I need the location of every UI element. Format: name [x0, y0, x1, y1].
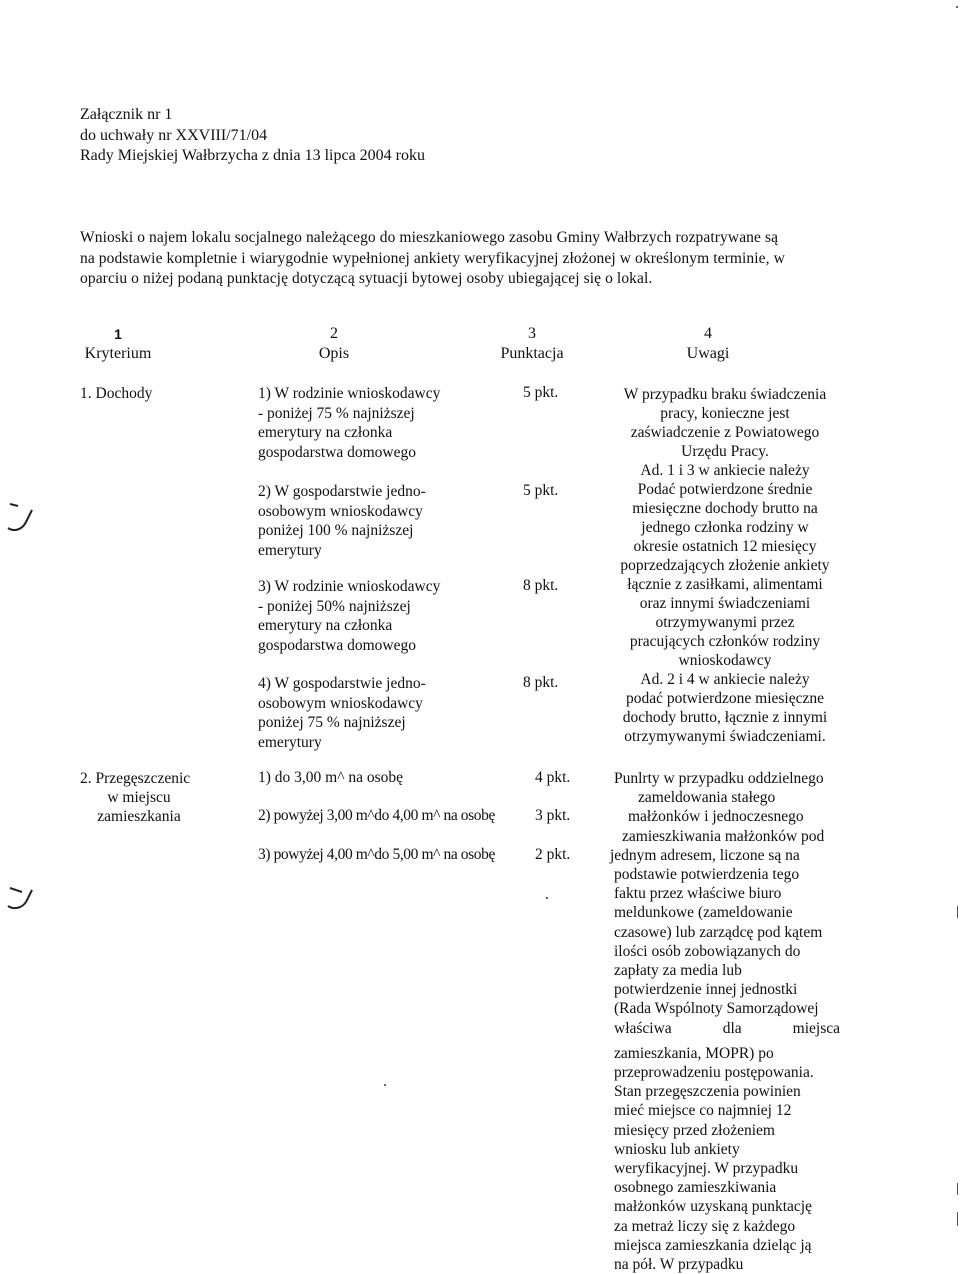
item-line: 2) W gospodarstwie jedno-	[258, 483, 426, 500]
remark-line: Podać potwierdzone średnie	[637, 481, 813, 498]
remark-line: zameldowania stałego	[638, 789, 776, 807]
remark-line: właściwa dla miejsca	[614, 1019, 840, 1037]
column-number: 1	[114, 326, 122, 342]
income-remarks	[590, 385, 860, 746]
remark-line: na pół. W przypadku	[614, 1256, 744, 1274]
scan-mark	[4, 880, 38, 930]
remark-line: dochody brutto, łącznie z innymi	[622, 709, 828, 726]
remark-line: otrzymywanymi świadczeniami.	[624, 728, 826, 745]
remark-line: podstawie potwierdzenia tego	[614, 866, 800, 884]
column-header-remarks	[670, 324, 746, 364]
criterion-income	[80, 384, 152, 403]
income-item-2-points: 5 pkt.	[523, 482, 559, 499]
overcrowding-item-1-points: 4 pkt.	[535, 769, 571, 786]
remark-line: miesięczne dochody brutto na	[632, 500, 818, 517]
item-line: gospodarstwa domowego	[258, 636, 416, 654]
column-header-points	[494, 324, 570, 364]
intro-line: Wnioski o najem lokalu socjalnego należącego do mieszkaniowego zasobu Gminy Wałbrzych rozpatrywane są	[80, 229, 779, 246]
remark-line: miesięcy przed złożeniem	[614, 1121, 775, 1139]
remark-line: osobnego zamieszkiwania	[614, 1179, 777, 1197]
item-line: poniżej 75 % najniższej	[258, 714, 406, 732]
scan-mark	[4, 492, 38, 542]
remark-line: oraz innymi świadczeniami	[639, 595, 811, 612]
income-item-1	[258, 384, 440, 462]
remark-line: meldunkowe (zameldowanie	[614, 904, 793, 922]
item-line: osobowym wnioskodawcy	[258, 694, 423, 712]
item-line: gospodarstwa domowego	[258, 443, 416, 461]
remark-line: potwierdzenie innej jednostki	[614, 981, 798, 999]
column-label: Uwagi	[686, 345, 730, 362]
remark-line: (Rada Wspólnoty Samorządowej	[614, 1000, 819, 1018]
remark-line: zamieszkania, MOPR) po	[614, 1044, 774, 1062]
remark-line: zapłaty za media lub	[614, 962, 742, 980]
remark-line: za metraż liczy się z każdego	[614, 1217, 796, 1235]
income-item-3-points: 8 pkt.	[523, 577, 559, 594]
criterion-label: zamieszkania	[97, 808, 181, 825]
scan-edge-mark	[957, 906, 958, 918]
column-label: Punktacja	[500, 345, 564, 362]
remark-line: Urzędu Pracy.	[681, 443, 769, 460]
remark-line: otrzymywanymi przez	[655, 614, 795, 631]
column-number: 2	[330, 325, 338, 342]
income-item-4-points: 8 pkt.	[523, 674, 559, 691]
overcrowding-item-2: 2) powyżej 3,00 m^do 4,00 m^ na osobę	[258, 807, 495, 824]
intro-line: oparciu o niżej podaną punktację dotyczącą sytuacji bytowej osoby ubiegającej się o lokal.	[80, 270, 653, 287]
intro-line: na podstawie kompletnie i wiarygodnie wypełnionej ankiety weryfikacyjnej złożonej w określonym terminie, w	[80, 249, 785, 267]
item-line: emerytury	[258, 733, 322, 751]
item-line: emerytury na członka	[258, 424, 393, 442]
remark-line: faktu przez właściwe biuro	[614, 885, 782, 903]
overcrowding-item-3-points: 2 pkt.	[535, 846, 571, 863]
column-label: Kryterium	[84, 345, 152, 362]
income-item-1-points: 5 pkt.	[523, 384, 559, 401]
income-item-3	[258, 577, 440, 655]
remark-line: W przypadku braku świadczenia	[623, 386, 827, 403]
remark-line: weryfikacyjnej. W przypadku	[614, 1160, 799, 1178]
remark-line: zaświadczenie z Powiatowego	[630, 424, 820, 441]
remark-line: Ad. 2 i 4 w ankiecie należy	[640, 671, 810, 688]
remark-line: Stan przegęszczenia powinien	[614, 1083, 801, 1101]
criterion-label: 2. Przegęszczenic	[80, 770, 191, 787]
income-item-2	[258, 482, 426, 560]
remark-line: podać potwierdzone miesięczne	[626, 690, 824, 707]
annex-block	[80, 105, 425, 167]
remark-line: łącznie z zasiłkami, alimentami	[627, 576, 823, 593]
remark-line: ilości osób zobowiązanych do	[614, 942, 801, 960]
remark-line: poprzedzających złożenie ankiety	[620, 557, 830, 574]
remark-line: pracujących członków rodziny	[629, 633, 821, 650]
overcrowding-item-2-points: 3 pkt.	[535, 807, 571, 824]
item-line: 1) W rodzinie wnioskodawcy	[258, 385, 441, 402]
remark-line: pracy, konieczne jest	[660, 405, 790, 422]
remark-line: Punlrty w przypadku oddzielnego	[614, 770, 824, 787]
column-label: Opis	[318, 345, 350, 362]
item-line: emerytury	[258, 541, 322, 559]
item-line: - poniżej 50% najniższej	[258, 597, 411, 615]
criterion-overcrowding	[80, 769, 198, 826]
scan-dot	[956, 6, 958, 8]
remark-line: małżonków i jednoczesnego	[628, 808, 804, 826]
remark-line: jednego członka rodziny w	[641, 519, 809, 536]
criterion-label: w miejscu	[107, 789, 171, 806]
intro-paragraph	[80, 228, 785, 290]
remark-line: Ad. 1 i 3 w ankiecie należy	[640, 462, 810, 479]
remark-line: mieć miejsce co najmniej 12	[614, 1102, 792, 1120]
column-number: 4	[704, 325, 712, 342]
annex-title: Załącznik nr 1	[80, 106, 173, 123]
remark-line: małżonków uzyskaną punktację	[614, 1198, 812, 1216]
item-line: 3) W rodzinie wnioskodawcy	[258, 578, 441, 595]
column-header-description	[300, 324, 368, 364]
overcrowding-item-1: 1) do 3,00 m^ na osobę	[258, 769, 404, 786]
annex-council-date: Rady Miejskiej Wałbrzycha z dnia 13 lipca 2004 roku	[80, 147, 425, 164]
item-line: poniżej 100 % najniższej	[258, 522, 414, 540]
criterion-label: 1. Dochody	[80, 385, 153, 402]
overcrowding-remarks	[610, 769, 842, 1274]
item-line: emerytury na członka	[258, 617, 393, 635]
column-number: 3	[528, 325, 536, 342]
column-header-criterion	[78, 324, 158, 364]
remark-line: czasowe) lub zarządcę pod kątem	[614, 923, 823, 941]
scan-edge-mark	[957, 1183, 958, 1195]
income-item-4	[258, 674, 426, 752]
item-line: 4) W gospodarstwie jedno-	[258, 675, 426, 692]
item-line: - poniżej 75 % najniższej	[258, 404, 415, 422]
annex-resolution: do uchwały nr XXVIII/71/04	[80, 126, 268, 144]
remark-line: wniosku lub ankiety	[614, 1140, 740, 1158]
remark-line: jednym adresem, liczone są na	[610, 846, 800, 864]
remark-line: przeprowadzeniu postępowania.	[614, 1064, 814, 1082]
remark-line: miejsca zamieszkania dzieląc ją	[614, 1236, 812, 1254]
overcrowding-item-3: 3) powyżej 4,00 m^do 5,00 m^ na osobę	[258, 846, 495, 863]
remark-line: wnioskodawcy	[678, 652, 772, 669]
remark-line: okresie ostatnich 12 miesięcy	[633, 538, 817, 555]
scan-dot	[384, 1084, 386, 1086]
scan-edge-mark	[957, 1212, 958, 1226]
scan-dot	[546, 897, 548, 899]
remark-line: zamieszkiwania małżonków pod	[622, 827, 825, 845]
item-line: osobowym wnioskodawcy	[258, 502, 423, 520]
